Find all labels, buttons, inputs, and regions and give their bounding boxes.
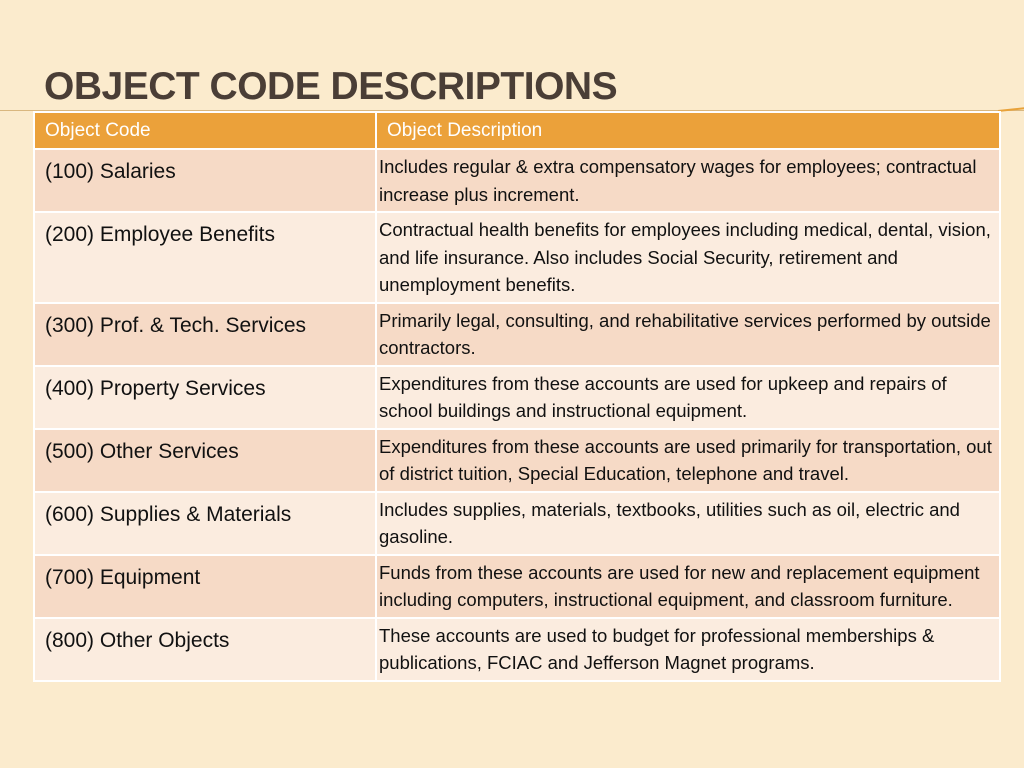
table-row xyxy=(34,555,1000,618)
table-row xyxy=(34,366,1000,429)
accent-line xyxy=(998,107,1024,112)
table-row xyxy=(34,149,1000,212)
object-code-cell: (600) Supplies & Materials xyxy=(34,492,376,555)
table-row xyxy=(34,618,1000,681)
header-object-code: Object Code xyxy=(34,112,376,149)
page-title: OBJECT CODE DESCRIPTIONS xyxy=(44,65,618,108)
object-code-cell: (400) Property Services xyxy=(34,366,376,429)
table-row xyxy=(34,303,1000,366)
object-code-table xyxy=(33,111,1001,682)
table-row xyxy=(34,429,1000,492)
object-description-cell: Includes supplies, materials, textbooks, utilities such as oil, electric and gasoline. xyxy=(376,492,1000,555)
object-description-cell: Primarily legal, consulting, and rehabilitative services performed by outside contractors. xyxy=(376,303,1000,366)
object-code-cell: (500) Other Services xyxy=(34,429,376,492)
table-row xyxy=(34,212,1000,303)
table-row xyxy=(34,492,1000,555)
object-code-cell: (300) Prof. & Tech. Services xyxy=(34,303,376,366)
object-code-cell: (700) Equipment xyxy=(34,555,376,618)
object-description-cell: Contractual health benefits for employees including medical, dental, vision, and life insurance. Also includes Social Security, retirement and unemployment benefits. xyxy=(376,212,1000,303)
object-description-cell: Funds from these accounts are used for new and replacement equipment including computers, instructional equipment, and classroom furniture. xyxy=(376,555,1000,618)
object-code-cell: (100) Salaries xyxy=(34,149,376,212)
header-object-description: Object Description xyxy=(376,112,1000,149)
object-code-cell: (800) Other Objects xyxy=(34,618,376,681)
object-description-cell: These accounts are used to budget for professional memberships & publications, FCIAC and Jefferson Magnet programs. xyxy=(376,618,1000,681)
object-description-cell: Includes regular & extra compensatory wages for employees; contractual increase plus increment. xyxy=(376,149,1000,212)
object-description-cell: Expenditures from these accounts are used for upkeep and repairs of school buildings and instructional equipment. xyxy=(376,366,1000,429)
object-description-cell: Expenditures from these accounts are used primarily for transportation, out of district tuition, Special Education, telephone and travel. xyxy=(376,429,1000,492)
object-code-cell: (200) Employee Benefits xyxy=(34,212,376,303)
table-header-row xyxy=(34,112,1000,149)
